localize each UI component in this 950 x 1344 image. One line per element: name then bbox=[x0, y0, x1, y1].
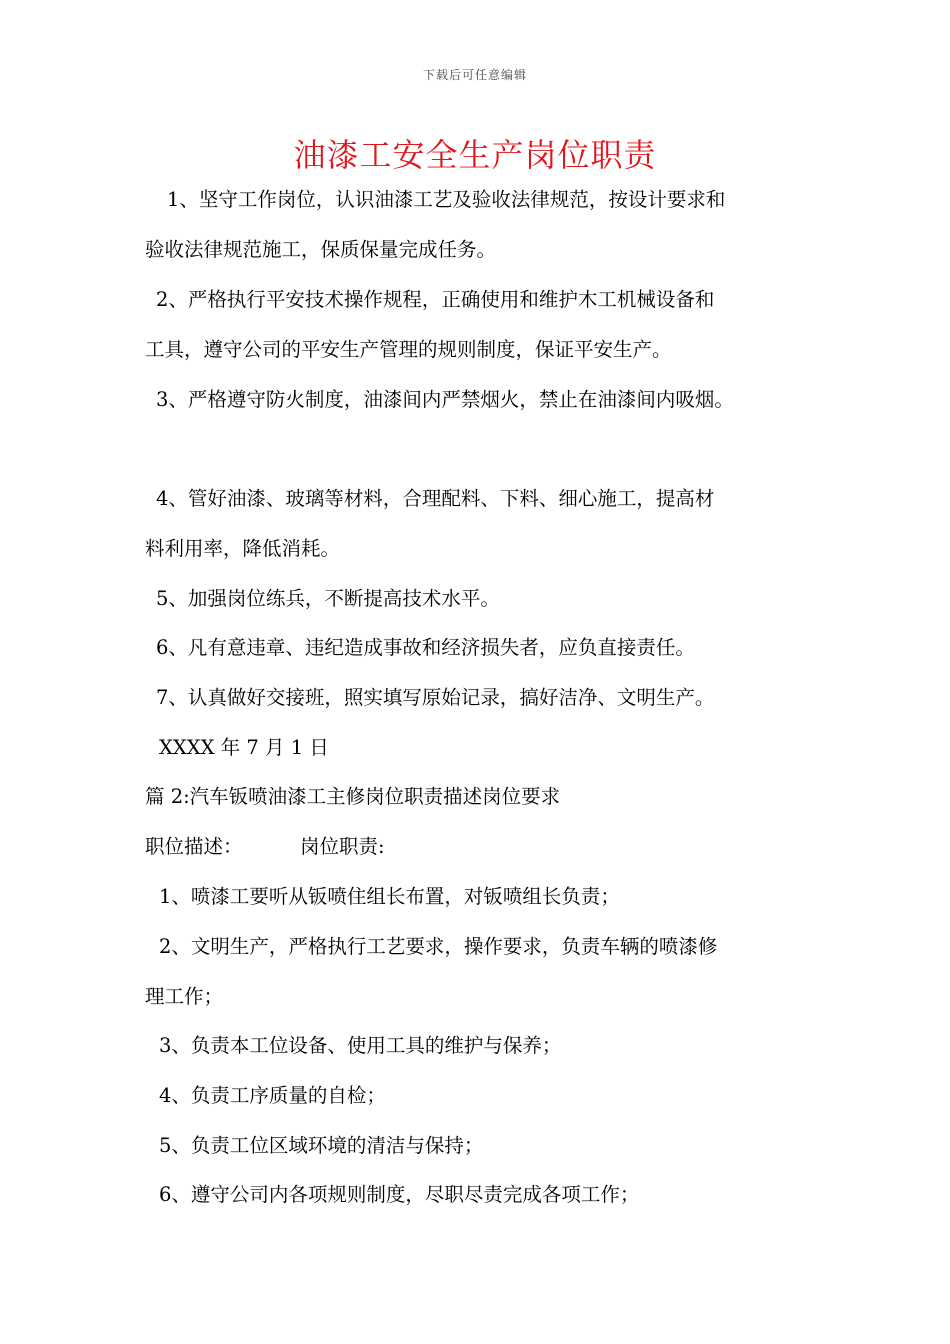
paragraph-line: 2、文明生产，严格执行工艺要求，操作要求，负责车辆的喷漆修 bbox=[159, 935, 718, 958]
paragraph-line: 验收法律规范施工，保质保量完成任务。 bbox=[145, 238, 497, 261]
paragraph-line: 3、负责本工位设备、使用工具的维护与保养； bbox=[159, 1034, 562, 1057]
paragraph-line: 6、凡有意违章、违纪造成事故和经济损失者，应负直接责任。 bbox=[156, 636, 695, 659]
paragraph-line: 工具，遵守公司的平安生产管理的规则制度，保证平安生产。 bbox=[145, 338, 672, 361]
job-description-label: 职位描述： bbox=[145, 835, 243, 858]
paragraph-line: 理工作； bbox=[145, 985, 224, 1008]
section-heading: 篇 2:汽车钣喷油漆工主修岗位职责描述岗位要求 bbox=[145, 785, 561, 808]
paragraph-line: 4、管好油漆、玻璃等材料，合理配料、下料、细心施工，提高材 bbox=[156, 487, 715, 510]
document-title: 油漆工安全生产岗位职责 bbox=[293, 136, 657, 174]
header-note: 下载后可任意编辑 bbox=[422, 68, 527, 82]
paragraph-line: 料利用率，降低消耗。 bbox=[145, 537, 341, 560]
job-duties-label: 岗位职责: bbox=[300, 835, 385, 858]
paragraph-line: 4、负责工序质量的自检； bbox=[159, 1084, 386, 1107]
paragraph-line: 2、严格执行平安技术操作规程，正确使用和维护木工机械设备和 bbox=[156, 288, 715, 311]
paragraph-line: 3、严格遵守防火制度，油漆间内严禁烟火，禁止在油漆间内吸烟。 bbox=[156, 388, 734, 411]
paragraph-line: 6、遵守公司内各项规则制度，尽职尽责完成各项工作； bbox=[159, 1183, 640, 1206]
paragraph-line: 5、加强岗位练兵，不断提高技术水平。 bbox=[156, 587, 500, 610]
paragraph-line: 1、喷漆工要听从钣喷住组长布置，对钣喷组长负责； bbox=[159, 885, 620, 908]
paragraph-line: 7、认真做好交接班，照实填写原始记录，搞好洁净、文明生产。 bbox=[156, 686, 715, 709]
paragraph-line: 5、负责工位区域环境的清洁与保持； bbox=[159, 1134, 484, 1157]
date-line: XXXX 年 7 月 1 日 bbox=[159, 736, 329, 759]
paragraph-line: 1、坚守工作岗位，认识油漆工艺及验收法律规范，按设计要求和 bbox=[167, 188, 726, 211]
